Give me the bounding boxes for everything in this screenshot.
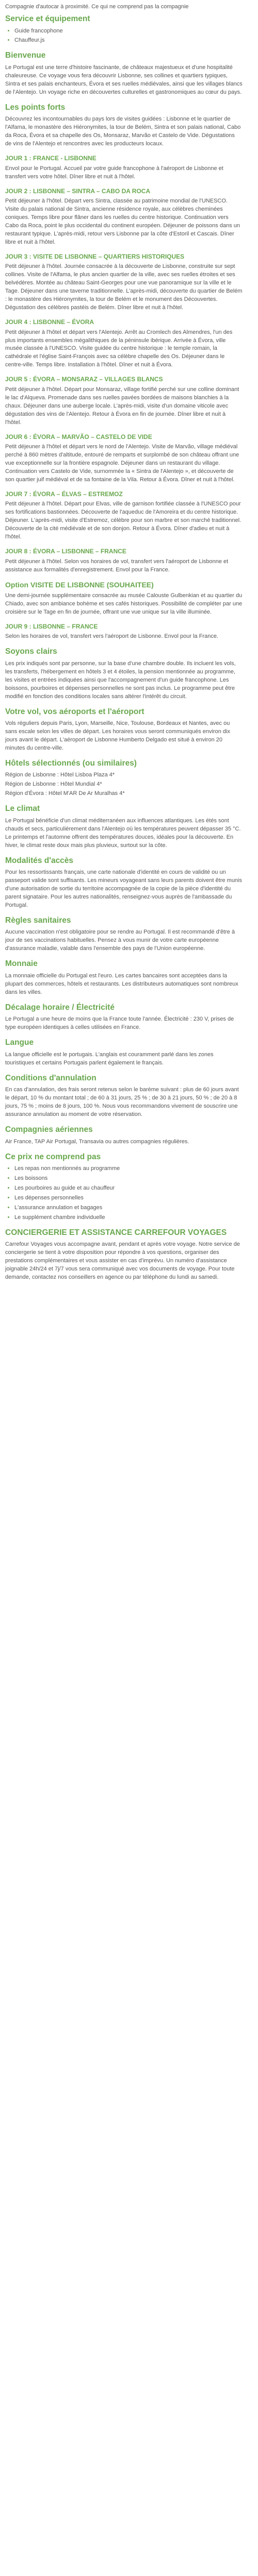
day-text: Petit déjeuner à l'hôtel et départ vers l'Alentejo. Arrêt au Cromlech des Almendres, l'un des plus importants ensembles mégalithiques de la péninsule ibérique. Arrivée à Évora, ville musée classée à l'UNESCO. Visite guidée du centre historique : le temple romain, la cathédrale et l'église Saint-François avec sa célèbre chapelle des Os. Déjeuner dans le centre-ville. Temps libre. Installation à l'hôtel. Dîner et nuit à Évora.	[5, 329, 233, 368]
section-title-ce-prix: Ce prix ne comprend pas	[5, 1152, 101, 1161]
page	[0, 0, 248, 1296]
day-title: JOUR 6 : ÉVORA – MARVÃO – CASTELO DE VIDE	[5, 433, 152, 440]
regles-sanitaires-text: Aucune vaccination n'est obligatoire pour se rendre au Portugal. Il est recommandé d'être à jour de ses vaccinations habituelles. Pensez à vous munir de votre carte européenne d'assurance maladie, valable dans l'ensemble des pays de l'Union européenne.	[5, 929, 235, 952]
ce-prix-item: • Le supplément chambre individuelle	[14, 1214, 243, 1222]
day-title: JOUR 4 : LISBONNE – ÉVORA	[5, 318, 94, 326]
monnaie-text: La monnaie officielle du Portugal est l'euro. Les cartes bancaires sont acceptées dans la plupart des commerces, hôtels et restaurants. Les distributeurs automatiques sont nombreux dans les villes.	[5, 972, 238, 995]
section-title-soyons-clairs: Soyons clairs	[5, 647, 57, 656]
day-text: Envol pour le Portugal. Accueil par votre guide francophone à l'aéroport de Lisbonne et transfert vers votre hôtel. Dîner libre et nuit à l'hôtel.	[5, 165, 223, 180]
ce-prix-item: • L'assurance annulation et bagages	[14, 1204, 243, 1212]
section-title-climat: Le climat	[5, 804, 40, 814]
section-title-service: Service et équipement	[5, 14, 90, 23]
section-title-aeroport: Votre vol, vos aéroports et l'aéroport	[5, 707, 144, 716]
day-text: Selon les horaires de vol, transfert vers l'aéroport de Lisbonne. Envol pour la France.	[5, 633, 218, 640]
day-title: JOUR 7 : ÉVORA – ÉLVAS – ESTREMOZ	[5, 490, 123, 498]
bienvenue-text: Le Portugal est une terre d'histoire fascinante, de châteaux majestueux et d'une hospitalité chaleureuse. Ce voyage vous fera découvrir Lisbonne, ses collines et quartiers typiques, Sintra et ses palais enchanteurs, Évora et ses ruelles médiévales, ainsi que les villages blancs de l'Alentejo. Un voyage riche en découvertes culturelles et gastronomiques au cœur du pays.	[5, 64, 243, 95]
climat-text: Le Portugal bénéficie d'un climat méditerranéen aux influences atlantiques. Les étés sont chauds et secs, particulièrement dans l'Alentejo où les températures peuvent dépasser 35 °C. Le printemps et l'automne offrent des températures douces, idéales pour la découverte. En hiver, le climat reste doux mais plus pluvieux, surtout sur la côte.	[5, 817, 241, 849]
section-title-regles-sanitaires: Règles sanitaires	[5, 916, 71, 925]
hotel-line: Région d'Évora : Hôtel M'AR De Ar Muralhas 4*	[5, 790, 125, 797]
day-title: JOUR 2 : LISBONNE – SINTRA – CABO DA ROCA	[5, 187, 151, 195]
decalage-text: Le Portugal a une heure de moins que la France toute l'année. Électricité : 230 V, prises de type européen identiques à celles utilisées en France.	[5, 1016, 234, 1031]
section-title-decalage: Décalage horaire / Électricité	[5, 1003, 115, 1012]
conditions-text: En cas d'annulation, des frais seront retenus selon le barème suivant : plus de 60 jours avant le départ, 10 % du montant total ; de 60 à 31 jours, 25 % ; de 30 à 21 jours, 50 % ; de 20 à 8 jours, 75 % ; moins de 8 jours, 100 %. Nous vous recommandons vivement de souscrire une assurance annulation au moment de votre réservation.	[5, 1087, 239, 1118]
day-text: Petit déjeuner à l'hôtel. Journée consacrée à la découverte de Lisbonne, construite sur sept collines. Visite de l'Alfama, le plus ancien quartier de la ville, avec ses ruelles étroites et ses belvédères. Montée au château Saint-Georges pour une vue panoramique sur la ville et le Tage. Déjeuner dans une taverne traditionnelle. L'après-midi, découverte du quartier de Belém : le monastère des Hiéronymites, la tour de Belém et le monument des Découvertes. Dégustation des célèbres pastéis de Belém. Dîner libre et nuit à l'hôtel.	[5, 263, 243, 311]
section-title-points-forts: Les points forts	[5, 103, 66, 112]
service-item: • Guide francophone	[14, 27, 243, 36]
service-item: • Chauffeur.js	[14, 37, 243, 45]
section-title-modalites: Modalités d'accès	[5, 856, 74, 865]
day-title: JOUR 5 : ÉVORA – MONSARAZ – VILLAGES BLANCS	[5, 376, 163, 383]
aeroport-text: Vols réguliers depuis Paris, Lyon, Marseille, Nice, Toulouse, Bordeaux et Nantes, avec ou sans escale selon les villes de départ. Les horaires vous seront communiqués environ dix jours avant le départ. L'aéroport de Lisbonne Humberto Delgado est situé à environ 20 minutes du centre-ville.	[5, 720, 230, 751]
section-title-conditions: Conditions d'annulation	[5, 1073, 96, 1082]
modalites-text: Pour les ressortissants français, une carte nationale d'identité en cours de validité ou un passeport valide sont suffisants. Les mineurs voyageant sans leurs parents doivent être munis d'une autorisation de sortie du territoire accompagnée de la copie de la pièce d'identité du parent signataire. Pour les autres nationalités, renseignez-vous auprès de l'ambassade du Portugal.	[5, 869, 242, 908]
ce-prix-list	[5, 1165, 243, 1222]
day-title: JOUR 8 : ÉVORA – LISBONNE – FRANCE	[5, 548, 126, 555]
service-list	[5, 27, 243, 45]
day-title: JOUR 3 : VISITE DE LISBONNE – QUARTIERS HISTORIQUES	[5, 252, 185, 260]
intro-text: Compagnie d'autocar à proximité. Ce qui ne comprend pas la compagnie	[5, 4, 189, 10]
ce-prix-item: • Les boissons	[14, 1175, 243, 1183]
section-title-langue: Langue	[5, 1038, 34, 1047]
day-text: Petit déjeuner à l'hôtel. Départ vers Sintra, classée au patrimoine mondial de l'UNESCO. Visite du palais national de Sintra, ancienne résidence royale, aux célèbres cheminées coniques. Temps libre pour flâner dans les ruelles du centre historique. Continuation vers Cabo da Roca, point le plus occidental du continent européen. Déjeuner de poissons dans un restaurant typique. L'après-midi, retour vers Lisbonne par la côte d'Estoril et Cascais. Dîner libre et nuit à l'hôtel.	[5, 198, 240, 245]
option-text: Une demi-journée supplémentaire consacrée au musée Calouste Gulbenkian et au quartier du Chiado, avec son ambiance bohème et ses cafés historiques. Possibilité de compléter par une croisière sur le Tage en fin de journée, offrant une vue unique sur la ville illuminée.	[5, 592, 243, 615]
ce-prix-item: • Les dépenses personnelles	[14, 1194, 243, 1202]
day-text: Petit déjeuner à l'hôtel. Départ pour Monsaraz, village fortifié perché sur une colline dominant le lac d'Alqueva. Promenade dans ses ruelles pavées bordées de maisons blanchies à la chaux. Déjeuner dans une auberge locale. L'après-midi, visite d'un domaine viticole avec dégustation des vins de l'Alentejo. Retour à Évora en fin de journée. Dîner libre et nuit à l'hôtel.	[5, 386, 239, 426]
day-text: Petit déjeuner à l'hôtel. Départ pour Elvas, ville de garnison fortifiée classée à l'UNESCO pour ses fortifications bastionnées. Découverte de l'aqueduc de l'Amoreira et du centre historique. Déjeuner. L'après-midi, visite d'Estremoz, célèbre pour son marbre et son marché traditionnel. Découverte de la cité médiévale et de son donjon. Retour à Évora. Dîner d'adieu et nuit à l'hôtel.	[5, 501, 241, 540]
points-forts-text: Découvrez les incontournables du pays lors de visites guidées : Lisbonne et le quartier de l'Alfama, le monastère des Hiéronymites, la tour de Belém, Sintra et son palais national, Cabo da Roca, Évora et sa chapelle des Os, Monsaraz, Marvão et Castelo de Vide. Dégustations de vins de l'Alentejo et rencontres avec les producteurs locaux.	[5, 116, 241, 147]
option-title: Option VISITE DE LISBONNE (SOUHAITEE)	[5, 580, 154, 589]
hotel-line: Région de Lisbonne : Hôtel Mundial 4*	[5, 781, 102, 788]
section-title-monnaie: Monnaie	[5, 959, 38, 969]
day-text: Petit déjeuner à l'hôtel. Selon vos horaires de vol, transfert vers l'aéroport de Lisbonne et assistance aux formalités d'enregistrement. Envol pour la France.	[5, 558, 229, 573]
conciergerie-text: Carrefour Voyages vous accompagne avant, pendant et après votre voyage. Notre service de conciergerie se tient à votre disposition pour répondre à vos questions, organiser des prestations complémentaires et vous assister en cas d'imprévu. Un numéro d'assistance joignable 24h/24 et 7j/7 vous sera communiqué avec vos documents de voyage. Pour toute demande, contactez nos conseillers en agence ou par téléphone du lundi au samedi.	[5, 1241, 240, 1281]
day-title: JOUR 1 : FRANCE - LISBONNE	[5, 155, 96, 162]
ce-prix-item: • Les repas non mentionnés au programme	[14, 1165, 243, 1173]
day-title: JOUR 9 : LISBONNE – FRANCE	[5, 622, 98, 630]
soyons-clairs-text: Les prix indiqués sont par personne, sur la base d'une chambre double. Ils incluent les vols, les transferts, l'hébergement en hôtels 3 et 4 étoiles, la pension mentionnée au programme, les visites et entrées indiquées ainsi que l'accompagnement d'un guide francophone. Les boissons, pourboires et dépenses personnelles ne sont pas inclus. Le programme peut être modifié en fonction des conditions locales sans altérer l'intérêt du circuit.	[5, 660, 236, 700]
hotel-line: Région de Lisbonne : Hôtel Lisboa Plaza 4*	[5, 772, 115, 778]
section-title-conciergerie: CONCIERGERIE ET ASSISTANCE CARREFOUR VOYAGES	[5, 1228, 227, 1237]
compagnies-text: Air France, TAP Air Portugal, Transavia ou autres compagnies régulières.	[5, 1138, 189, 1145]
section-title-bienvenue: Bienvenue	[5, 51, 46, 60]
langue-text: La langue officielle est le portugais. L'anglais est couramment parlé dans les zones touristiques et certains Portugais parlent également le français.	[5, 1051, 214, 1066]
section-title-compagnies: Compagnies aériennes	[5, 1125, 93, 1134]
section-title-hotels: Hôtels sélectionnés (ou similaires)	[5, 758, 137, 768]
ce-prix-item: • Les pourboires au guide et au chauffeur	[14, 1184, 243, 1193]
day-text: Petit déjeuner à l'hôtel et départ vers le nord de l'Alentejo. Visite de Marvão, village médiéval perché à 860 mètres d'altitude, entouré de remparts et surplombé de son château offrant une vue exceptionnelle sur la frontière espagnole. Déjeuner dans un restaurant du village. Continuation vers Castelo de Vide, surnommée la « Sintra de l'Alentejo », et découverte de son quartier juif médiéval et de sa fontaine de la Vila. Retour à Évora. Dîner et nuit à l'hôtel.	[5, 444, 239, 483]
